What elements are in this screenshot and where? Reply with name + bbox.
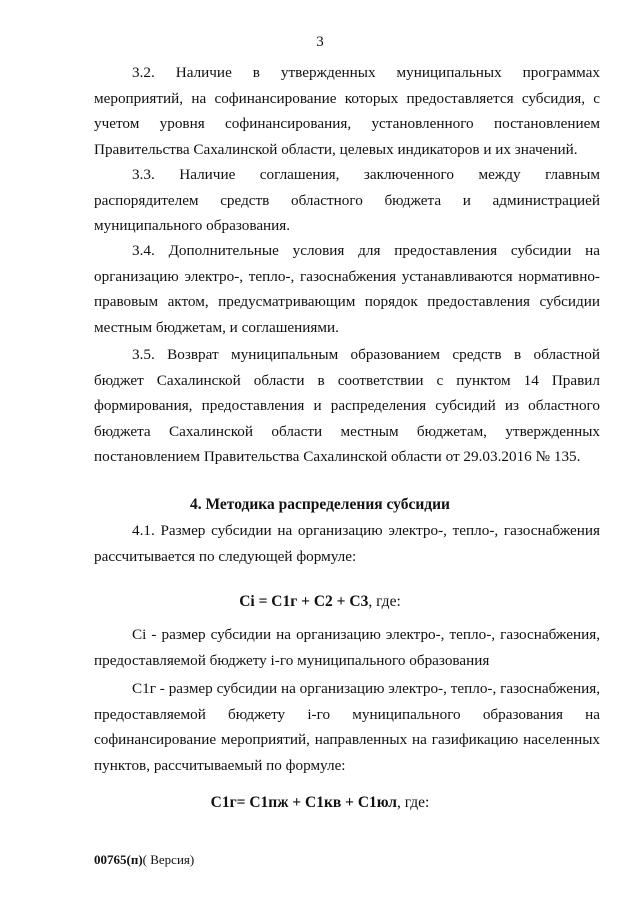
paragraph-3-4: 3.4. Дополнительные условия для предоставления субсидии на организацию электро-, тепло-, газоснабжения устанавливаются нормативно-правовым актом, предусматривающим порядок предоставления субсидии местным бюджетам, и соглашениями. bbox=[94, 242, 600, 336]
footer-doc-code: 00765(п) bbox=[94, 852, 143, 867]
ci-definition: Ci - размер субсидии на организацию электро-, тепло-, газоснабжения, предоставляемой бюджету i-го муниципального образования bbox=[94, 626, 600, 669]
paragraph-3-3: 3.3. Наличие соглашения, заключенного между главным распорядителем средств областного бюджета и администрацией муниципального образования. bbox=[94, 166, 600, 234]
paragraph-3-2: 3.2. Наличие в утвержденных муниципальных программах мероприятий, на софинансирование которых предоставляется субсидия, с учетом уровня софинансирования, установленного постановлением Правительства Сахалинской области, целевых индикаторов и их значений. bbox=[94, 64, 600, 158]
formula-c1g bbox=[0, 794, 640, 812]
c1g-definition: С1г - размер субсидии на организацию электро-, тепло-, газоснабжения, предоставляемой бюджету i-го муниципального образования на софинансирование мероприятий, направленных на газификацию населенных пунктов, рассчитываемый по формуле: bbox=[94, 680, 600, 774]
footer-version: ( Версия) bbox=[142, 852, 195, 867]
formula-ci bbox=[0, 593, 640, 611]
page-number: 3 bbox=[316, 34, 324, 50]
formula-c1g-suffix: , где: bbox=[396, 794, 430, 811]
paragraph-4-1: 4.1. Размер субсидии на организацию электро-, тепло-, газоснабжения рассчитывается по следующей формуле: bbox=[94, 522, 600, 565]
formula-ci-suffix: , где: bbox=[368, 593, 401, 610]
formula-c1g-expression: С1г= С1пж + С1кв + С1юл bbox=[210, 794, 397, 811]
formula-ci-expression: Ci = С1г + С2 + С3 bbox=[239, 593, 369, 610]
paragraph-3-5: 3.5. Возврат муниципальным образованием средств в областной бюджет Сахалинской области в соответствии с пунктом 14 Правил формирования, предоставления и распределения субсидий из областного бюджета Сахалинской области местным бюджетам, утвержденных постановлением Правительства Сахалинской области от 29.03.2016 № 135. bbox=[94, 346, 600, 465]
footer-code bbox=[94, 852, 194, 868]
section-heading: 4. Методика распределения субсидии bbox=[190, 496, 450, 513]
